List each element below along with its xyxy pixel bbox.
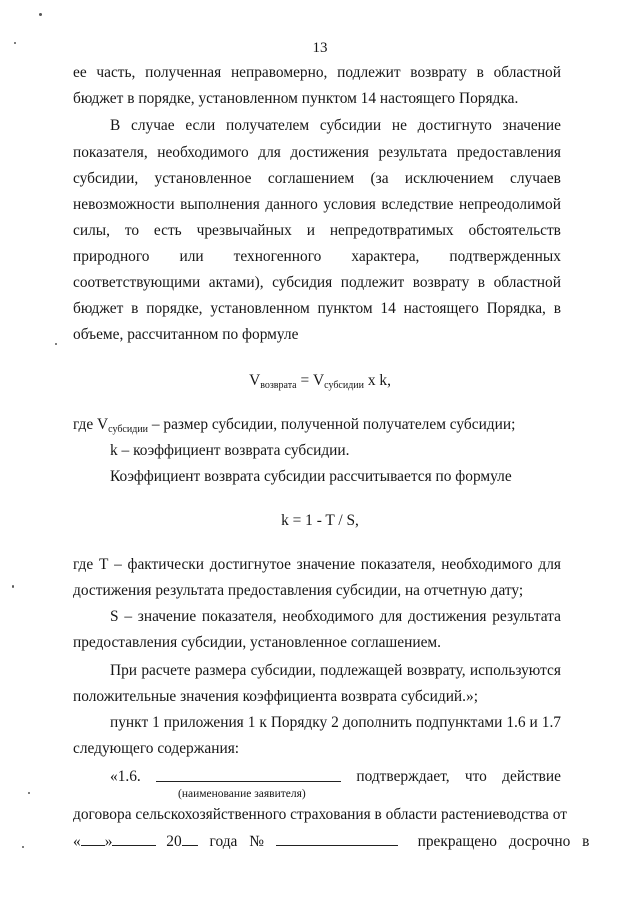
word: значение xyxy=(502,117,561,134)
word: данного xyxy=(265,196,318,213)
number-sign: № xyxy=(249,833,264,850)
word: для xyxy=(538,556,561,573)
word: 1.6 xyxy=(506,714,526,731)
word: не xyxy=(391,117,407,134)
formula-sub-subsidy: субсидии xyxy=(324,380,364,391)
word: силы, xyxy=(73,222,110,239)
definition-s-line-2: предоставления субсидии, установленное соглашением. xyxy=(73,634,441,651)
applicant-name-blank xyxy=(156,768,341,782)
word: дополнить xyxy=(342,714,412,731)
early-word: досрочно xyxy=(508,833,571,850)
scan-speck xyxy=(55,343,57,345)
coefficient-intro: Коэффициент возврата субсидии рассчитывается по формуле xyxy=(110,468,512,485)
word: и xyxy=(306,222,315,239)
definition-v-subsidy xyxy=(73,416,561,439)
word: в xyxy=(476,64,484,81)
word: соглашением xyxy=(267,170,355,187)
date-open-quote: « xyxy=(73,833,81,850)
terminated-word: прекращено xyxy=(417,833,498,850)
word: показателя, xyxy=(360,556,436,573)
applicant-name-caption: (наименование заявителя) xyxy=(178,788,306,800)
paragraph-2-line-5 xyxy=(73,222,561,240)
word: субсидии xyxy=(319,117,382,134)
paragraph-3-line-2: положительные значения коэффициента возврата субсидий.»; xyxy=(73,688,478,705)
paragraph-2-line-3 xyxy=(73,170,561,188)
word: – xyxy=(114,556,122,573)
word: 1 xyxy=(247,714,256,731)
word: 14 xyxy=(380,300,396,317)
word: необходимого xyxy=(282,608,374,625)
word: характера, xyxy=(351,248,420,265)
formula-equals: = xyxy=(296,372,314,389)
word: пунктом xyxy=(317,300,373,317)
word: значение xyxy=(296,556,356,573)
word: размера xyxy=(194,662,247,679)
word: ее xyxy=(73,64,87,81)
word: При xyxy=(110,662,138,679)
word: соответствующими xyxy=(73,274,201,291)
scan-speck xyxy=(14,42,16,44)
definition-k: k – коэффициент возврата субсидии. xyxy=(110,442,350,459)
definition-text: – размер субсидии, полученной получателем субсидии; xyxy=(148,416,516,433)
word: результата xyxy=(492,608,561,625)
word: 1 xyxy=(152,714,160,731)
word: значение xyxy=(137,608,197,625)
date-close-quote: » xyxy=(104,833,113,850)
word: 2 xyxy=(331,714,339,731)
word: порядке, xyxy=(146,300,203,317)
word: получателем xyxy=(226,117,310,134)
paragraph-2-line-6 xyxy=(73,248,561,266)
word: установленном xyxy=(210,300,310,317)
year-prefix: 20 xyxy=(166,833,182,850)
paragraph-2-line-7 xyxy=(73,274,561,292)
word: показателя, xyxy=(201,608,277,625)
word: достигнуто xyxy=(417,117,492,134)
word: показателя, xyxy=(73,144,148,161)
month-blank xyxy=(112,832,156,846)
word: природного xyxy=(73,248,150,265)
paragraph-1-line-1 xyxy=(73,64,561,82)
paragraph-2-line-8 xyxy=(73,300,561,318)
word: Т xyxy=(98,556,109,573)
word: и xyxy=(529,714,538,731)
word: к xyxy=(259,714,267,731)
word: неправомерно, xyxy=(230,64,328,81)
word: выполнения xyxy=(180,196,260,213)
word: (за xyxy=(370,170,389,187)
word: расчете xyxy=(141,662,191,679)
paragraph-4-line-1 xyxy=(110,714,561,732)
scan-speck xyxy=(22,846,24,848)
word: полученная xyxy=(145,64,222,81)
word: если xyxy=(185,117,216,134)
item-number: «1.6. xyxy=(110,768,141,785)
word: возврату xyxy=(410,64,467,81)
word: непреодолимой xyxy=(458,196,561,213)
word: актами), xyxy=(208,274,264,291)
word: фактически xyxy=(127,556,205,573)
paragraph-3-line-1 xyxy=(110,662,561,680)
item-1-6-line-1 xyxy=(110,768,561,786)
word: непредотвратимых xyxy=(329,222,454,239)
word: субсидии, xyxy=(73,170,139,187)
word: невозможности xyxy=(73,196,175,213)
word: в xyxy=(131,300,139,317)
word: подлежит xyxy=(340,274,405,291)
word: необходимого xyxy=(441,556,533,573)
word: 1.7 xyxy=(541,714,561,731)
word: областной xyxy=(493,274,561,291)
word: – xyxy=(124,608,133,625)
word: часть, xyxy=(96,64,136,81)
contract-number-blank xyxy=(276,832,398,846)
word: для xyxy=(379,608,403,625)
word: пункт xyxy=(110,714,149,731)
definition-t-line-2: достижения результата предоставления субсидии, на отчетную дату; xyxy=(73,582,524,599)
word: приложения xyxy=(163,714,244,731)
paragraph-2-line-1 xyxy=(110,117,561,135)
word: то xyxy=(124,222,140,239)
scan-speck xyxy=(28,792,30,794)
word: или xyxy=(179,248,204,265)
page-number: 13 xyxy=(312,40,328,56)
word: В xyxy=(110,117,121,134)
word: исключением xyxy=(404,170,494,187)
word: подпунктами xyxy=(415,714,503,731)
word: необходимого xyxy=(157,144,249,161)
word: условия xyxy=(323,196,376,213)
word: вследствие xyxy=(381,196,454,213)
definition-prefix: где V xyxy=(73,416,109,433)
year-blank xyxy=(182,832,198,846)
word: обстоятельств xyxy=(468,222,561,239)
word: случае xyxy=(130,117,175,134)
word: достижения xyxy=(407,608,487,625)
paragraph-4-line-2: следующего содержания: xyxy=(73,740,240,757)
formula-v-symbol: V xyxy=(249,372,261,389)
word: подлежит xyxy=(337,64,401,81)
word: Порядка, xyxy=(486,300,546,317)
that-word: что xyxy=(464,768,487,785)
paragraph-1-line-2: бюджет в порядке, установленном пунктом 14 настоящего Порядка. xyxy=(73,90,519,107)
word: достигнутое xyxy=(209,556,291,573)
item-1-6-line-2: договора сельскохозяйственного страхования в области растениеводства от xyxy=(73,806,567,823)
word: для xyxy=(258,144,281,161)
formula-tail: x k, xyxy=(363,372,391,389)
word: субсидии, xyxy=(250,662,316,679)
word: настоящего xyxy=(403,300,479,317)
word: в xyxy=(477,274,486,291)
paragraph-2-line-9: объеме, рассчитанном по формуле xyxy=(73,326,299,343)
year-word: года xyxy=(209,833,238,850)
word: чрезвычайных xyxy=(196,222,292,239)
word: возврату, xyxy=(406,662,466,679)
word: подтвержденных xyxy=(449,248,561,265)
word: где xyxy=(73,556,94,573)
word: в xyxy=(553,300,561,317)
word: бюджет xyxy=(73,300,124,317)
day-blank xyxy=(81,832,105,846)
word: результата xyxy=(378,144,448,161)
word: возврату xyxy=(412,274,470,291)
action-word: действие xyxy=(502,768,561,785)
word: S xyxy=(110,608,119,625)
formula-return-volume xyxy=(0,372,640,395)
definition-s-line-1 xyxy=(110,608,561,626)
word: есть xyxy=(153,222,182,239)
word: достижения xyxy=(290,144,369,161)
word: используются xyxy=(469,662,561,679)
word: случаев xyxy=(510,170,561,187)
word: Порядку xyxy=(270,714,328,731)
in-word: в xyxy=(582,833,590,850)
word: техногенного xyxy=(233,248,322,265)
formula-sub-return: возврата xyxy=(260,380,297,391)
word: подлежащей xyxy=(320,662,403,679)
scan-speck xyxy=(12,585,14,588)
item-1-6-line-3 xyxy=(73,832,590,851)
confirms-word: подтверждает, xyxy=(356,768,450,785)
word: предоставления xyxy=(456,144,561,161)
formula-v-symbol-2: V xyxy=(313,372,325,389)
word: областной xyxy=(493,64,561,81)
formula-coefficient: k = 1 - T / S, xyxy=(281,512,359,529)
definition-t-line-1 xyxy=(73,556,561,574)
word: субсидия xyxy=(272,274,333,291)
scan-speck xyxy=(39,13,42,16)
word: установленное xyxy=(154,170,252,187)
definition-sub: субсидии xyxy=(108,424,149,435)
paragraph-2-line-4 xyxy=(73,196,561,214)
paragraph-2-line-2 xyxy=(73,144,561,162)
